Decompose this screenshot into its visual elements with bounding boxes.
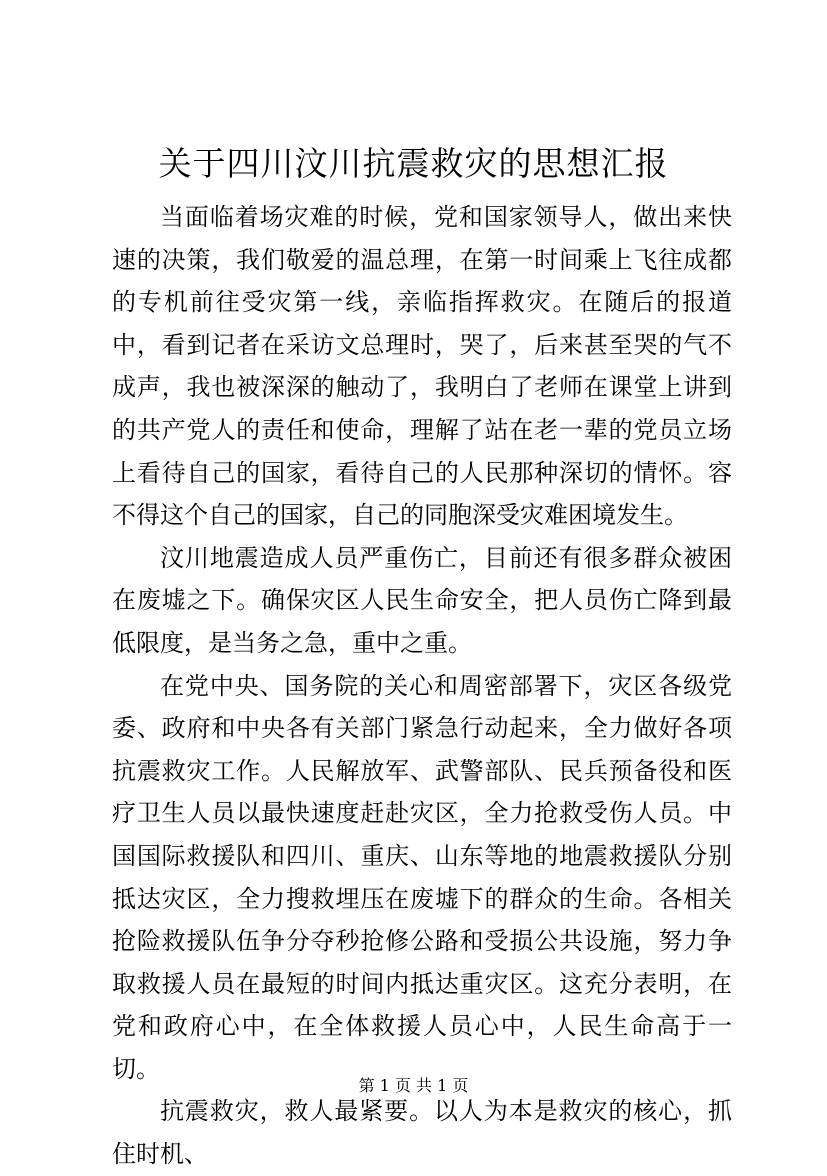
document-body <box>112 196 732 1176</box>
paragraph-2: 汶川地震造成人员严重伤亡，目前还有很多群众被困在废墟之下。确保灾区人民生命安全，把人员伤亡降到最低限度，是当务之急，重中之重。 <box>112 543 732 657</box>
paragraph-1: 当面临着场灾难的时候，党和国家领导人，做出来快速的决策，我们敬爱的温总理，在第一时间乘上飞往成都的专机前往受灾第一线，亲临指挥救灾。在随后的报道中，看到记者在采访文总理时，哭了，后来甚至哭的气不成声，我也被深深的触动了，我明白了老师在课堂上讲到的共产党人的责任和使命，理解了站在老一辈的党员立场上看待自己的国家，看待自己的人民那种深切的情怀。容不得这个自己的国家，自己的同胞深受灾难困境发生。 <box>112 203 732 530</box>
paragraph-4: 抗震救灾，救人最紧要。以人为本是救灾的核心，抓住时机、 <box>112 1097 732 1169</box>
paragraph-3: 在党中央、国务院的关心和周密部署下，灾区各级党委、政府和中央各有关部门紧急行动起来，全力做好各项抗震救灾工作。人民解放军、武警部队、民兵预备役和医疗卫生人员以最快速度赶赴灾区，全力抢救受伤人员。中国国际救援队和四川、重庆、山东等地的地震救援队分别抵达灾区，全力搜救埋压在废墟下的群众的生命。各相关抢险救援队伍争分夺秒抢修公路和受损公共设施，努力争取救援人员在最短的时间内抵达重灾区。这充分表明，在党和政府心中，在全体救援人员心中，人民生命高于一切。 <box>112 671 732 1083</box>
document-title: 关于四川汶川抗震救灾的思想汇报 <box>158 144 669 183</box>
page-number-footer: 第 1 页 共 1 页 <box>358 1076 469 1095</box>
